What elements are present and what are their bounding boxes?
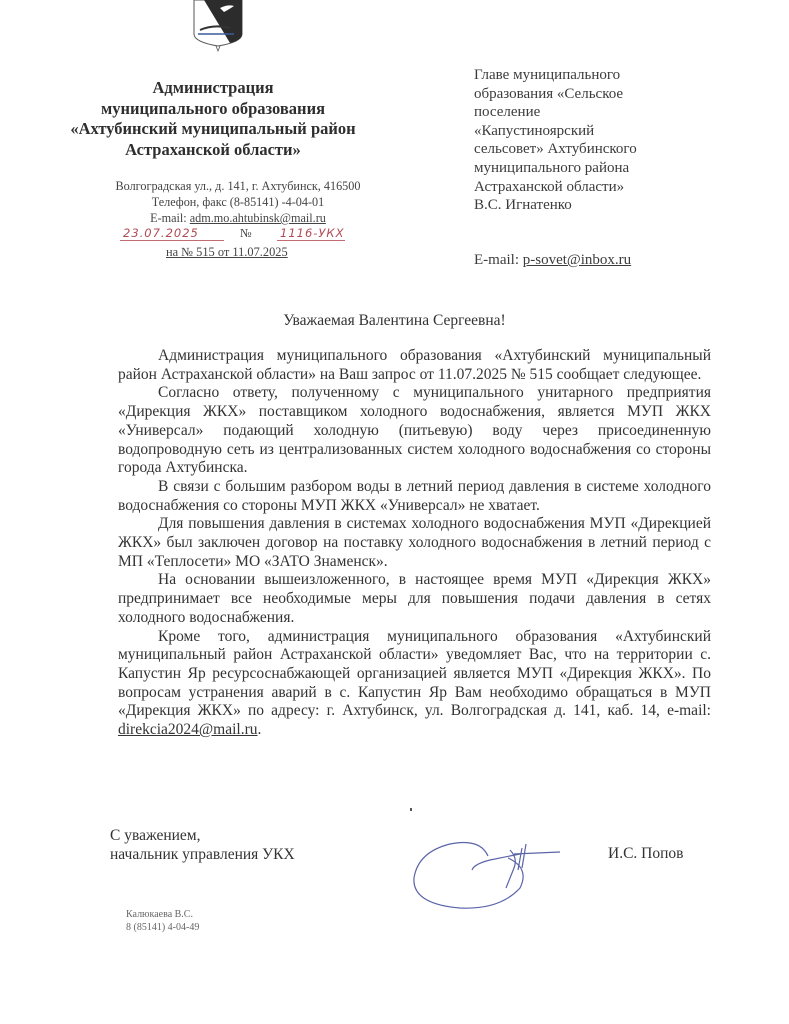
paragraph: На основании вышеизложенного, в настоящее время МУП «Дирекция ЖКХ» предпринимает все необходимые меры для повышения подачи давления в сетях холодного водоснабжения. <box>118 571 711 626</box>
executor-block <box>126 909 199 934</box>
coat-of-arms-icon <box>190 0 246 52</box>
sender-email-line <box>88 210 388 226</box>
addressee-line: Главе муниципального <box>474 67 621 83</box>
number-sign: № <box>240 226 252 240</box>
registration-date: 23.07.2025 <box>123 226 199 240</box>
sender-phone: Телефон, факс (8-85141) -4-04-01 <box>151 195 325 209</box>
addressee-email-label: E-mail: <box>474 252 523 268</box>
org-line: муниципального образования <box>100 98 325 118</box>
reply-reference: на № 515 от 11.07.2025 <box>166 245 288 259</box>
addressee-line: «Капустиноярский <box>474 122 595 139</box>
executor-name: Калюкаева В.С. <box>126 909 193 920</box>
sender-contacts <box>88 178 388 226</box>
stray-mark <box>410 808 412 811</box>
date-underline <box>120 240 224 241</box>
paragraph: Для повышения давления в системах холодного водоснабжения МУП «Дирекцией ЖКХ» был заключен договор на поставку холодного водоснабжения в летний период с МП «Теплосети» МО «ЗАТО Знаменск». <box>118 515 711 570</box>
number-underline <box>277 240 345 241</box>
paragraph: Согласно ответу, полученному с муниципального унитарного предприятия «Дирекция ЖКХ» поставщиком холодного водоснабжения, является МУП ЖКХ «Универсал» подающий холодную (питьевую) воду через присоединенную водопроводную сеть из централизованных систем холодного водоснабжения со стороны города Ахтубинска. <box>118 384 711 477</box>
org-line: Астраханской области» <box>125 139 301 159</box>
addressee-line: сельсовет» Ахтубинского <box>474 141 637 158</box>
addressee-line: поселение <box>474 104 541 121</box>
addressee-line: образования «Сельское <box>474 85 624 102</box>
sender-organization <box>68 78 358 160</box>
signer-position: начальник управления УКХ <box>110 846 295 863</box>
addressee-name: В.С. Игнатенко <box>474 197 572 214</box>
registration-number: 1116-УКХ <box>280 226 345 240</box>
addressee-line: Астраханской области» <box>474 178 625 195</box>
org-line: Администрация <box>152 78 274 97</box>
registration-line <box>120 225 345 243</box>
paragraph-end: . <box>257 721 262 739</box>
addressee-line: муниципального района <box>474 159 630 176</box>
executor-phone: 8 (85141) 4-04-49 <box>126 921 200 933</box>
signer-name: И.С. Попов <box>608 845 684 862</box>
greeting: Уважаемая Валентина Сергеевна! <box>283 312 506 329</box>
sender-email-label: E-mail: <box>150 211 190 225</box>
paragraph: Администрация муниципального образования «Ахтубинский муниципальный район Астраханской области» на Ваш запрос от 11.07.2025 № 515 сообщает следующее. <box>118 347 711 383</box>
addressee-email-line <box>474 252 631 269</box>
sender-email-link[interactable]: adm.mo.ahtubinsk@mail.ru <box>189 211 326 225</box>
letter-body <box>118 347 711 740</box>
addressee-email-link[interactable]: p-sovet@inbox.ru <box>522 252 632 268</box>
closing-block <box>110 826 295 864</box>
paragraph-text: Кроме того, администрация муниципального образования «Ахтубинский муниципальный район Астраханской области» уведомляет Вас, что на территории с. Капустин Яр ресурсоснабжающей организацией является МУП «Дирекция ЖКХ». По вопросам устранения аварий в с. Капустин Яр Вам необходимо обращаться в МУП «Дирекция ЖКХ» по адресу: г. Ахтубинск, ул. Волгоградская д. 141, каб. 14, e-mail: <box>118 627 711 720</box>
paragraph-last <box>118 628 711 740</box>
addressee-block <box>474 66 724 215</box>
regards: С уважением, <box>110 827 201 844</box>
signature-icon <box>410 828 570 910</box>
sender-address: Волгоградская ул., д. 141, г. Ахтубинск, 416500 <box>115 179 361 193</box>
org-line: «Ахтубинский муниципальный район <box>70 119 356 138</box>
paragraph: В связи с большим разбором воды в летний период давления в системе холодного водоснабжения со стороны МУП ЖКХ «Универсал» не хватает. <box>118 477 711 514</box>
direkcia-email-link[interactable]: direkcia2024@mail.ru <box>118 721 258 739</box>
